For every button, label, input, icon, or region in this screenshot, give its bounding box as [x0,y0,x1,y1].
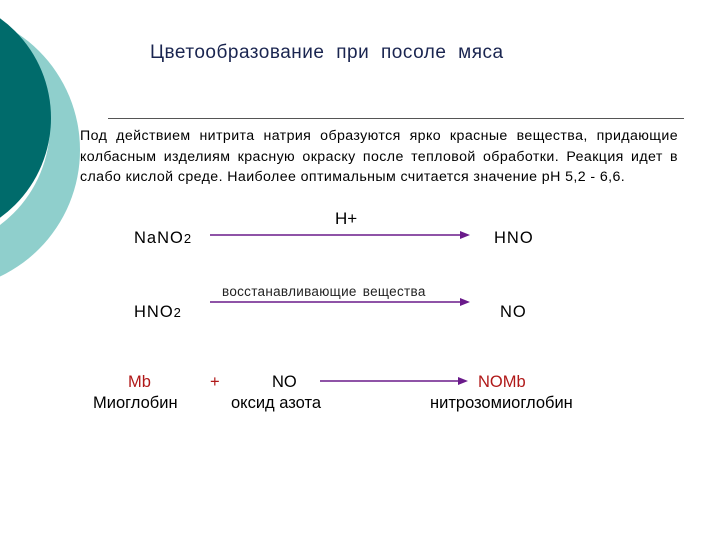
reaction3-arrow [318,375,468,387]
reaction2-arrow [208,296,470,308]
reaction2-reactant-main: HNO [134,303,174,321]
reaction3-mb-name: Миоглобин [93,394,178,412]
reaction1-product: HNO [494,229,534,247]
reaction3-product-name: нитрозомиоглобин [430,394,573,412]
reaction1-reactant [134,229,192,248]
reaction3-product-formula: NOMb [478,373,526,391]
description-paragraph: Под действием нитрита натрия образуются ярко красные вещества, придающие колбасным изделиям красную окраску после тепловой обработки. Реакция идет в слабо кислой среде. Наиболее оптимальным считается значение рН 5,2 - 6,6. [80,128,678,185]
title-divider [108,118,684,119]
reaction2-reactant-subscript: 2 [173,305,182,320]
reaction3-mb-formula: Mb [128,373,151,391]
reaction3-no-formula: NO [272,373,297,391]
reaction1-arrow [208,229,470,241]
reaction1-reactant-main: NaNO [134,229,184,247]
reaction2-arrow-label: восстанавливающие вещества [222,284,426,299]
reaction2-reactant [134,303,182,322]
reaction1-arrow-label: H+ [335,209,358,228]
reaction2-product: NO [500,303,527,321]
decorative-circles [0,0,80,300]
reaction3-plus: + [210,373,220,391]
reaction1-reactant-subscript: 2 [183,231,193,246]
slide-title: Цветообразование при посоле мяса [150,42,504,63]
reaction3-no-name: оксид азота [231,394,321,412]
